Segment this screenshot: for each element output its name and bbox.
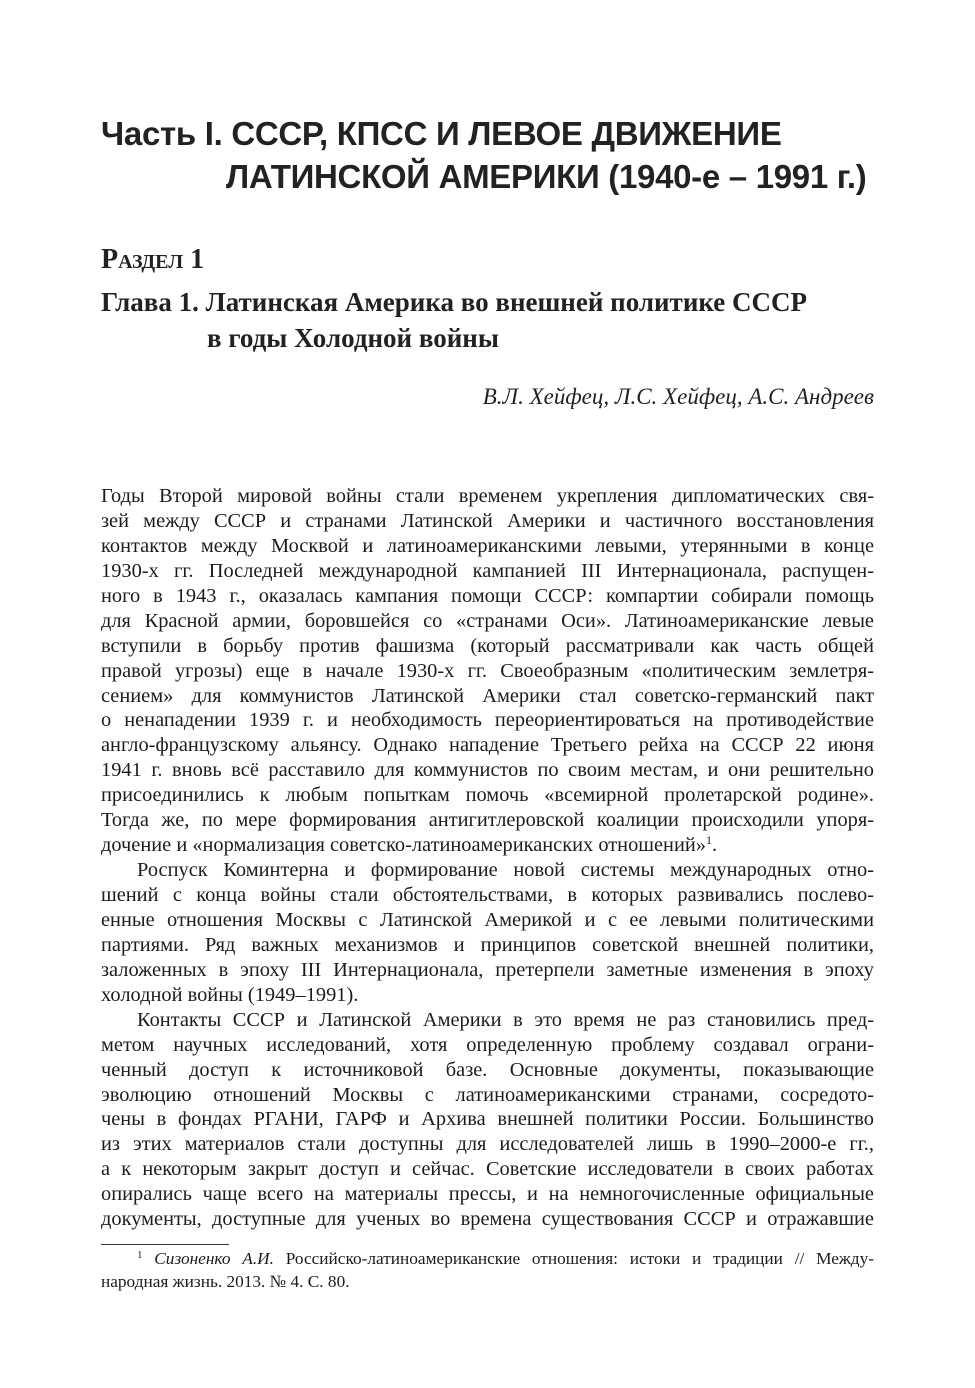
text-line: енные отношения Москвы с Латинской Америкой и с ее левыми политическими	[101, 908, 874, 931]
text-line: зей между СССР и странами Латинской Америки и частичного восстановления	[101, 509, 874, 532]
part-title	[101, 112, 901, 198]
paragraph-1	[101, 484, 874, 858]
text-line: шений с конца войны стали обстоятельствами, в которых развивались послево-	[101, 884, 874, 906]
text-line: правой угрозы) еще в начале 1930-х гг. Своеобразным «политическим землетря-	[101, 659, 874, 682]
section-label: Раздел 1	[101, 244, 205, 275]
body-text	[101, 484, 874, 1232]
text-line: эволюцию отношений Москвы с латиноамериканскими странами, сосредото-	[101, 1083, 874, 1106]
text-line: контактов между Москвой и латиноамериканскими левыми, утерянными в конце	[101, 534, 874, 557]
text-line: для Красной армии, боровшейся со «странами Оси». Латиноамериканские левые	[101, 609, 874, 632]
chapter-title-line-1: Глава 1. Латинская Америка во внешней политике СССР	[101, 287, 807, 317]
text-line: холодной войны (1949–1991).	[101, 983, 359, 1006]
footnote-line-1	[101, 1247, 874, 1270]
text-line	[101, 833, 874, 858]
footnote	[101, 1247, 874, 1293]
footnote-line-2: народная жизнь. 2013. № 4. С. 80.	[101, 1272, 350, 1291]
text-line: Контакты СССР и Латинской Америки в это время не раз становились пред-	[137, 1008, 874, 1031]
text-line-content: дочение и «нормализация советско-латиноамериканских отношений»	[101, 834, 706, 857]
part-title-line-1: Часть I. СССР, КПСС И ЛЕВОЕ ДВИЖЕНИЕ	[101, 115, 782, 152]
paragraph-3	[101, 1008, 874, 1232]
chapter-authors: В.Л. Хейфец, Л.С. Хейфец, А.С. Андреев	[482, 384, 874, 409]
text-line: Роспуск Коминтерна и формирование новой системы международных отно-	[137, 859, 874, 882]
text-line: 1941 г. вновь всё расставило для коммунистов по своим местам, и они решительно	[101, 759, 874, 782]
part-title-line-2: ЛАТИНСКОЙ АМЕРИКИ (1940-е – 1991 г.)	[226, 158, 867, 195]
text-line: сением» для коммунистов Латинской Америки стал советско-германский пакт	[101, 684, 874, 707]
text-line: о ненападении 1939 г. и необходимость переориентироваться на противодействие	[101, 709, 874, 732]
text-line: вступили в борьбу против фашизма (который рассматривали как часть общей	[101, 634, 874, 657]
chapter-title-line-2: в годы Холодной войны	[207, 323, 499, 353]
text-line: англо-французскому альянсу. Однако нападение Третьего рейха на СССР 22 июня	[101, 734, 874, 757]
text-line: чены в фондах РГАНИ, ГАРФ и Архива внешней политики России. Большинство	[101, 1108, 874, 1131]
text-line: а к некоторым закрыт доступ и сейчас. Советские исследователи в своих работах	[101, 1158, 874, 1181]
paragraph-2	[101, 858, 874, 1008]
text-line: документы, доступные для ученых во времена существования СССР и отражавшие	[101, 1208, 874, 1231]
text-line: заложенных в эпоху III Интернационала, претерпели заметные изменения в эпоху	[101, 958, 874, 981]
footnote-number: 1	[137, 1249, 143, 1261]
text-line: 1930-х гг. Последней международной кампанией III Интернационала, распущен-	[101, 559, 874, 582]
chapter-title	[101, 284, 881, 356]
text-line: из этих материалов стали доступны для исследователей лишь в 1990–2000-е гг.,	[101, 1133, 874, 1156]
footnote-author: Сизоненко А.И.	[154, 1249, 274, 1268]
text-line: присоединились к любым попыткам помочь «всемирной пролетарской родине».	[101, 784, 874, 807]
text-line: ченный доступ к источниковой базе. Основные документы, показывающие	[101, 1058, 874, 1081]
text-line: опирались чаще всего на материалы прессы, и на немногочисленные официальные	[101, 1183, 874, 1206]
line-end-punctuation: .	[711, 834, 718, 857]
text-line: ного в 1943 г., оказалась кампания помощи СССР: компартии собирали помощь	[101, 584, 874, 607]
text-line: партиями. Ряд важных механизмов и принципов советской внешней политики,	[101, 933, 874, 956]
footnote-citation: Российско-латиноамериканские отношения: истоки и традиции // Между-	[273, 1249, 874, 1268]
text-line: Годы Второй мировой войны стали временем укрепления дипломатических свя-	[101, 485, 874, 507]
text-line: метом научных исследований, хотя определенную проблему создавал ограни-	[101, 1033, 874, 1056]
footnote-divider	[101, 1244, 229, 1245]
text-line: Тогда же, по мере формирования антигитлеровской коалиции происходили упоря-	[101, 809, 874, 832]
footnote-reference[interactable]: 1	[705, 833, 712, 848]
